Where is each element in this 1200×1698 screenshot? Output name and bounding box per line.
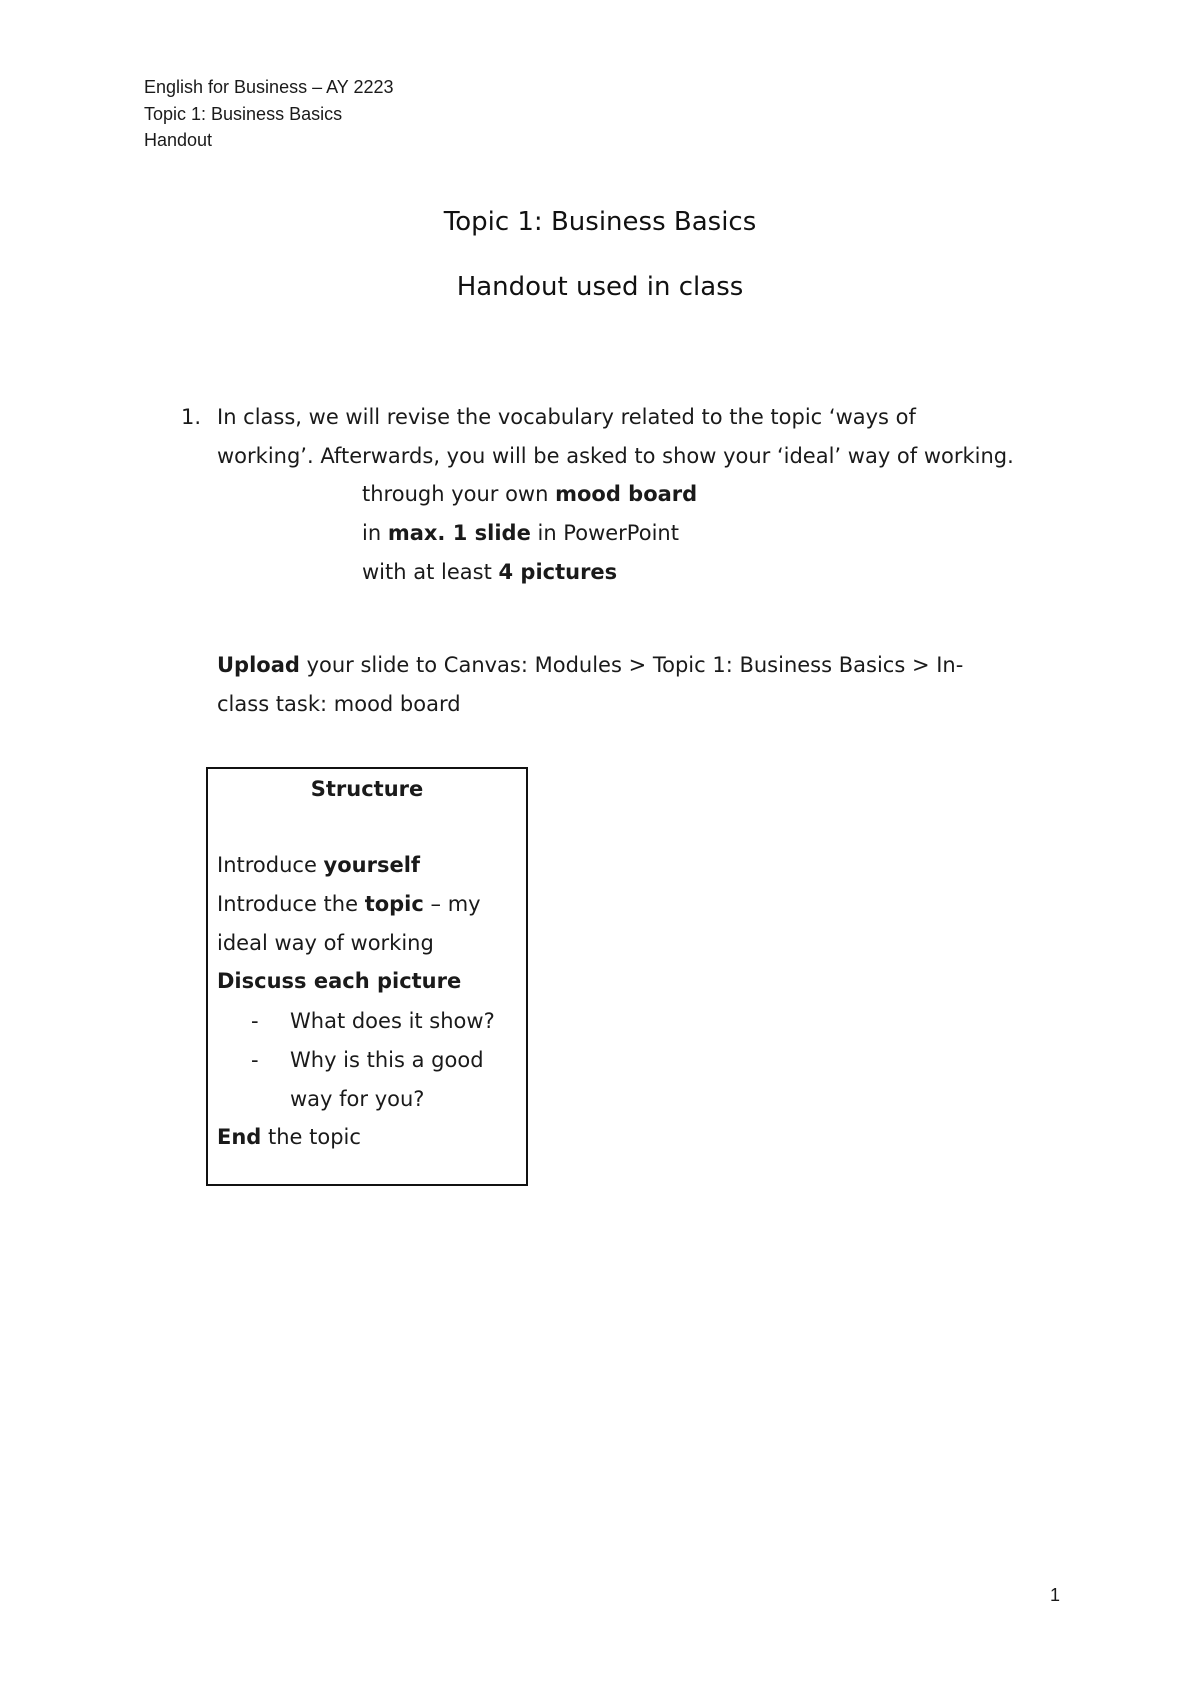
r2-bold: topic (364, 892, 424, 916)
req3-bold: 4 pictures (498, 560, 618, 584)
upload-instruction-line-1 (217, 653, 963, 677)
structure-discuss-pictures (217, 969, 461, 993)
page-title: Topic 1: Business Basics (443, 207, 757, 237)
structure-introduce-topic (217, 892, 481, 916)
r1-bold: yourself (323, 853, 421, 877)
requirement-mood-board (362, 482, 697, 506)
req3-text: with at least (362, 560, 499, 584)
structure-box (206, 767, 528, 1186)
req2-text: in (362, 521, 388, 545)
req2-tail: in PowerPoint (530, 521, 679, 545)
r1-text: Introduce (217, 853, 324, 877)
structure-end-topic (217, 1125, 361, 1149)
bullet-dash-2: - (251, 1048, 259, 1072)
r2-text: Introduce the (217, 892, 365, 916)
requirement-slide (362, 521, 679, 545)
header-type: Handout (144, 130, 213, 150)
structure-introduce-yourself (217, 853, 420, 877)
req1-text: through your own (362, 482, 556, 506)
task-line-1: In class, we will revise the vocabulary related to the topic ‘ways of (217, 405, 916, 429)
structure-title: Structure (310, 777, 424, 801)
requirement-pictures (362, 560, 617, 584)
upload-bold: Upload (217, 653, 300, 677)
r8-text: the topic (261, 1125, 361, 1149)
upload-rest: your slide to Canvas: Modules > Topic 1: Business Basics > In- (299, 653, 964, 677)
header-course: English for Business – AY 2223 (144, 77, 394, 97)
r2-tail: – my (423, 892, 481, 916)
page-number: 1 (1050, 1585, 1061, 1605)
task-line-2: working’. Afterwards, you will be asked to show your ‘ideal’ way of working. (217, 444, 1014, 468)
structure-question-1: What does it show? (290, 1009, 495, 1033)
structure-topic-continued: ideal way of working (217, 931, 434, 955)
bullet-dash-1: - (251, 1009, 259, 1033)
document-header (144, 74, 394, 154)
structure-question-2-continued: way for you? (290, 1087, 425, 1111)
upload-instruction-line-2: class task: mood board (217, 692, 461, 716)
r4-bold: Discuss each picture (217, 969, 462, 993)
req2-bold: max. 1 slide (387, 521, 531, 545)
structure-question-2: Why is this a good (290, 1048, 484, 1072)
req1-bold: mood board (555, 482, 698, 506)
header-topic: Topic 1: Business Basics (144, 103, 343, 124)
page-subtitle: Handout used in class (456, 272, 744, 302)
r8-bold: End (217, 1125, 262, 1149)
list-item-number: 1. (181, 405, 202, 429)
